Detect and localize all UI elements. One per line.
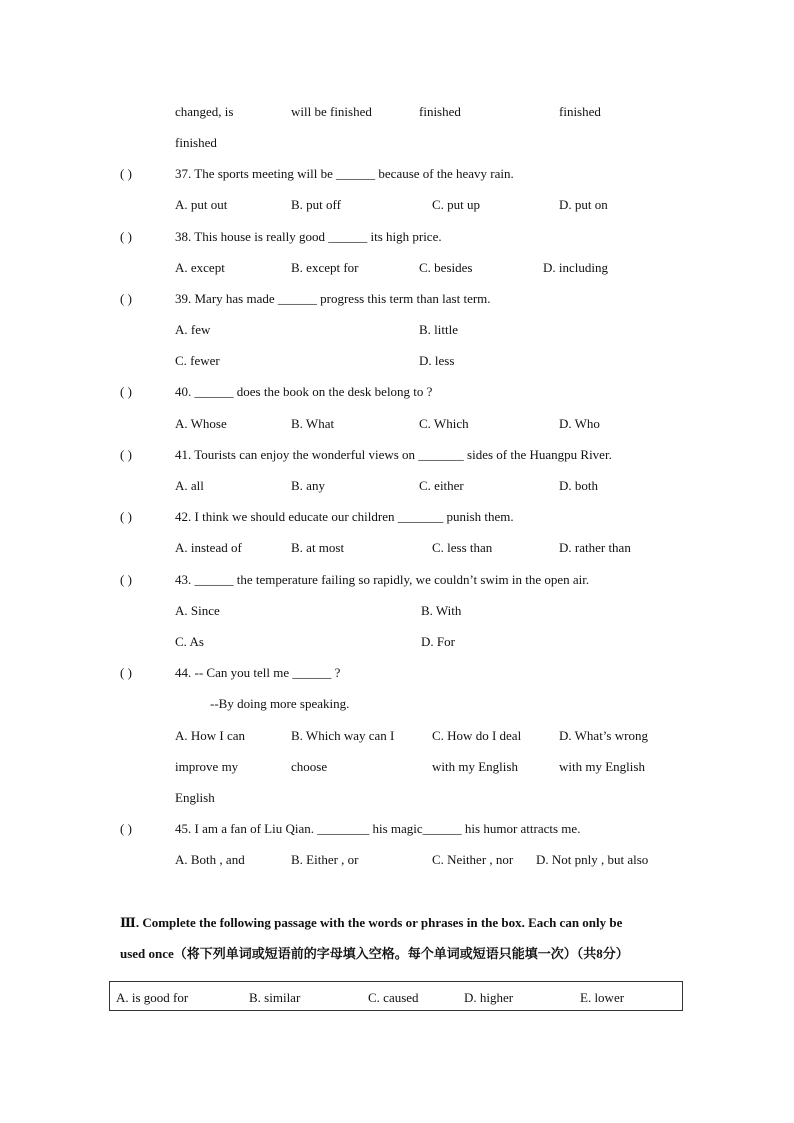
q44-option-b-cont: choose bbox=[291, 759, 328, 774]
q42-option-b: B. at most bbox=[291, 540, 345, 555]
q37-option-d: D. put on bbox=[559, 197, 608, 212]
question-39-stem: 39. Mary has made ______ progress this term than last term. bbox=[175, 291, 491, 306]
word-box-item-c: C. caused bbox=[368, 990, 419, 1005]
question-43-stem: 43. ______ the temperature failing so rapidly, we couldn’t swim in the open air. bbox=[175, 572, 590, 587]
question-42-stem: 42. I think we should educate our children _______ punish them. bbox=[175, 509, 514, 524]
word-box-item-b: B. similar bbox=[249, 990, 301, 1005]
q42-option-c: C. less than bbox=[432, 540, 493, 555]
q44-option-a-cont: improve my bbox=[175, 759, 239, 774]
q36-option-c-cont: finished bbox=[419, 104, 461, 119]
q39-option-d: D. less bbox=[419, 353, 455, 368]
q37-option-b: B. put off bbox=[291, 197, 341, 212]
question-44-stem: 44. -- Can you tell me ______ ? bbox=[175, 665, 341, 680]
question-41-stem: 41. Tourists can enjoy the wonderful views on _______ sides of the Huangpu River. bbox=[175, 447, 612, 462]
q38-option-a: A. except bbox=[175, 260, 225, 275]
answer-paren-43[interactable]: ( ) bbox=[120, 572, 132, 587]
question-38-stem: 38. This house is really good ______ its high price. bbox=[175, 229, 442, 244]
q44-option-c-cont: with my English bbox=[432, 759, 518, 774]
q41-option-a: A. all bbox=[175, 478, 204, 493]
word-box bbox=[109, 981, 683, 1011]
q39-option-c: C. fewer bbox=[175, 353, 220, 368]
q45-option-a: A. Both , and bbox=[175, 852, 245, 867]
q38-option-d: D. including bbox=[543, 260, 608, 275]
answer-paren-40[interactable]: ( ) bbox=[120, 384, 132, 399]
q41-option-b: B. any bbox=[291, 478, 325, 493]
q39-option-a: A. few bbox=[175, 322, 211, 337]
answer-paren-45[interactable]: ( ) bbox=[120, 821, 132, 836]
answer-paren-41[interactable]: ( ) bbox=[120, 447, 132, 462]
q40-option-a: A. Whose bbox=[175, 416, 227, 431]
q44-option-d: D. What’s wrong bbox=[559, 728, 648, 743]
answer-paren-44[interactable]: ( ) bbox=[120, 665, 132, 680]
q40-option-d: D. Who bbox=[559, 416, 600, 431]
q36-option-a-cont2: finished bbox=[175, 135, 217, 150]
q44-option-d-cont: with my English bbox=[559, 759, 645, 774]
q40-option-b: B. What bbox=[291, 416, 335, 431]
word-box-item-d: D. higher bbox=[464, 990, 514, 1005]
q41-option-d: D. both bbox=[559, 478, 598, 493]
section-3-heading-cont: used once（将下列单词或短语前的字母填入空格。每个单词或短语只能填一次）（共8分） bbox=[120, 946, 629, 961]
q43-option-a: A. Since bbox=[175, 603, 220, 618]
q42-option-a: A. instead of bbox=[175, 540, 242, 555]
q42-option-d: D. rather than bbox=[559, 540, 631, 555]
q44-option-b: B. Which way can I bbox=[291, 728, 395, 743]
question-45-stem: 45. I am a fan of Liu Qian. ________ his magic______ his humor attracts me. bbox=[175, 821, 581, 836]
q44-option-a-cont2: English bbox=[175, 790, 215, 805]
q36-option-a-cont: changed, is bbox=[175, 104, 234, 119]
answer-paren-42[interactable]: ( ) bbox=[120, 509, 132, 524]
q39-option-b: B. little bbox=[419, 322, 458, 337]
q45-option-b: B. Either , or bbox=[291, 852, 359, 867]
question-37-stem: 37. The sports meeting will be ______ because of the heavy rain. bbox=[175, 166, 514, 181]
q45-option-c: C. Neither , nor bbox=[432, 852, 514, 867]
word-box-item-e: E. lower bbox=[580, 990, 625, 1005]
q44-option-c: C. How do I deal bbox=[432, 728, 522, 743]
section-3-heading: Ⅲ. Complete the following passage with the words or phrases in the box. Each can only be bbox=[120, 915, 623, 930]
q44-option-a: A. How I can bbox=[175, 728, 246, 743]
q41-option-c: C. either bbox=[419, 478, 464, 493]
q43-option-c: C. As bbox=[175, 634, 204, 649]
q40-option-c: C. Which bbox=[419, 416, 469, 431]
answer-paren-37[interactable]: ( ) bbox=[120, 166, 132, 181]
q36-option-d-cont: finished bbox=[559, 104, 601, 119]
q37-option-a: A. put out bbox=[175, 197, 228, 212]
answer-paren-39[interactable]: ( ) bbox=[120, 291, 132, 306]
question-40-stem: 40. ______ does the book on the desk belong to ? bbox=[175, 384, 433, 399]
q36-option-b-cont: will be finished bbox=[291, 104, 372, 119]
q44-reply: --By doing more speaking. bbox=[210, 696, 350, 711]
answer-paren-38[interactable]: ( ) bbox=[120, 229, 132, 244]
q38-option-c: C. besides bbox=[419, 260, 473, 275]
q43-option-b: B. With bbox=[421, 603, 462, 618]
q45-option-d: D. Not pnly , but also bbox=[536, 852, 649, 867]
q43-option-d: D. For bbox=[421, 634, 455, 649]
q37-option-c: C. put up bbox=[432, 197, 481, 212]
word-box-item-a: A. is good for bbox=[116, 990, 189, 1005]
q38-option-b: B. except for bbox=[291, 260, 359, 275]
